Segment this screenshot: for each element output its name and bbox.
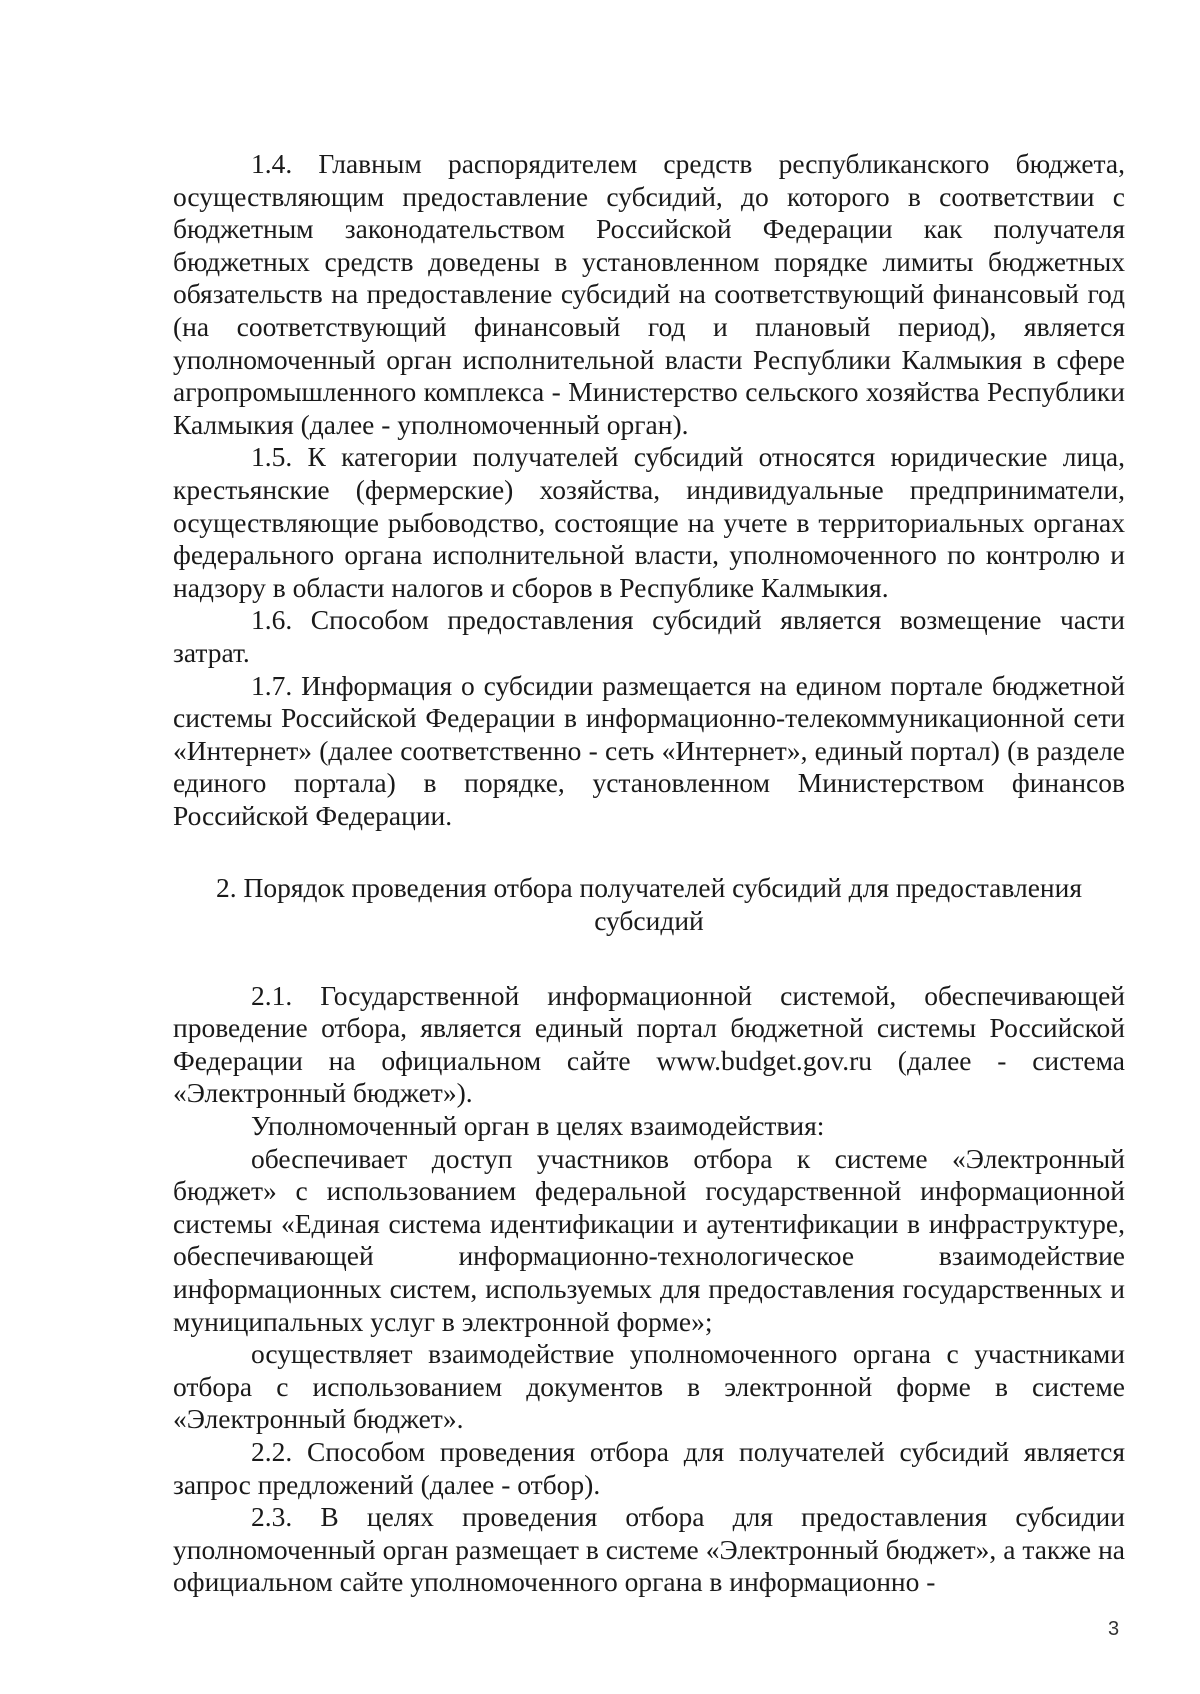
paragraph-2-1: 2.1. Государственной информационной системой, обеспечивающей проведение отбора, является единый портал бюджетной системы Российской Федерации на официальном сайте www.budget.gov.ru (далее - система «Электронный бюджет»). bbox=[173, 979, 1125, 1109]
paragraph-1-7: 1.7. Информация о субсидии размещается на едином портале бюджетной системы Российской Федерации в информационно-телекоммуникационной сети «Интернет» (далее соответственно - сеть «Интернет», единый портал) (в разделе единого портала) в порядке, установленном Министерством финансов Российской Федерации. bbox=[173, 669, 1125, 831]
paragraph-2-3: 2.3. В целях проведения отбора для предоставления субсидии уполномоченный орган размещает в системе «Электронный бюджет», а также на официальном сайте уполномоченного органа в информационно - bbox=[173, 1501, 1125, 1598]
paragraph-provides-access: обеспечивает доступ участников отбора к системе «Электронный бюджет» с использованием федеральной государственной информационной системы «Единая система идентификации и аутентификации в инфраструктуре, обеспечивающей информационно-технологическое взаимодействие информационных систем, используемых для предоставления государственных и муниципальных услуг в электронной форме»; bbox=[173, 1142, 1125, 1337]
paragraph-interaction: осуществляет взаимодействие уполномоченного органа с участниками отбора с использованием документов в электронной форме в системе «Электронный бюджет». bbox=[173, 1338, 1125, 1435]
paragraph-1-5: 1.5. К категории получателей субсидий относятся юридические лица, крестьянские (фермерские) хозяйства, индивидуальные предприниматели, осуществляющие рыбоводство, состоящие на учете в территориальных органах федерального органа исполнительной власти, уполномоченного по контролю и надзору в области налогов и сборов в Республике Калмыкия. bbox=[173, 441, 1125, 603]
paragraph-2-2: 2.2. Способом проведения отбора для получателей субсидий является запрос предложений (далее - отбор). bbox=[173, 1435, 1125, 1500]
paragraph-1-4: 1.4. Главным распорядителем средств республиканского бюджета, осуществляющим предоставление субсидий, до которого в соответствии с бюджетным законодательством Российской Федерации как получателя бюджетных средств доведены в установленном порядке лимиты бюджетных обязательств на предоставление субсидий на соответствующий финансовый год (на соответствующий финансовый год и плановый период), является уполномоченный орган исполнительной власти Республики Калмыкия в сфере агропромышленного комплекса - Министерство сельского хозяйства Республики Калмыкия (далее - уполномоченный орган). bbox=[173, 148, 1125, 440]
page-number: 3 bbox=[1108, 1618, 1120, 1640]
paragraph-authorized-body: Уполномоченный орган в целях взаимодействия: bbox=[251, 1110, 825, 1142]
section-2-heading: 2. Порядок проведения отбора получателей субсидий для предоставления субсидий bbox=[216, 872, 1082, 937]
document-body bbox=[173, 148, 1125, 1599]
paragraph-1-6: 1.6. Способом предоставления субсидий является возмещение части затрат. bbox=[173, 604, 1125, 668]
